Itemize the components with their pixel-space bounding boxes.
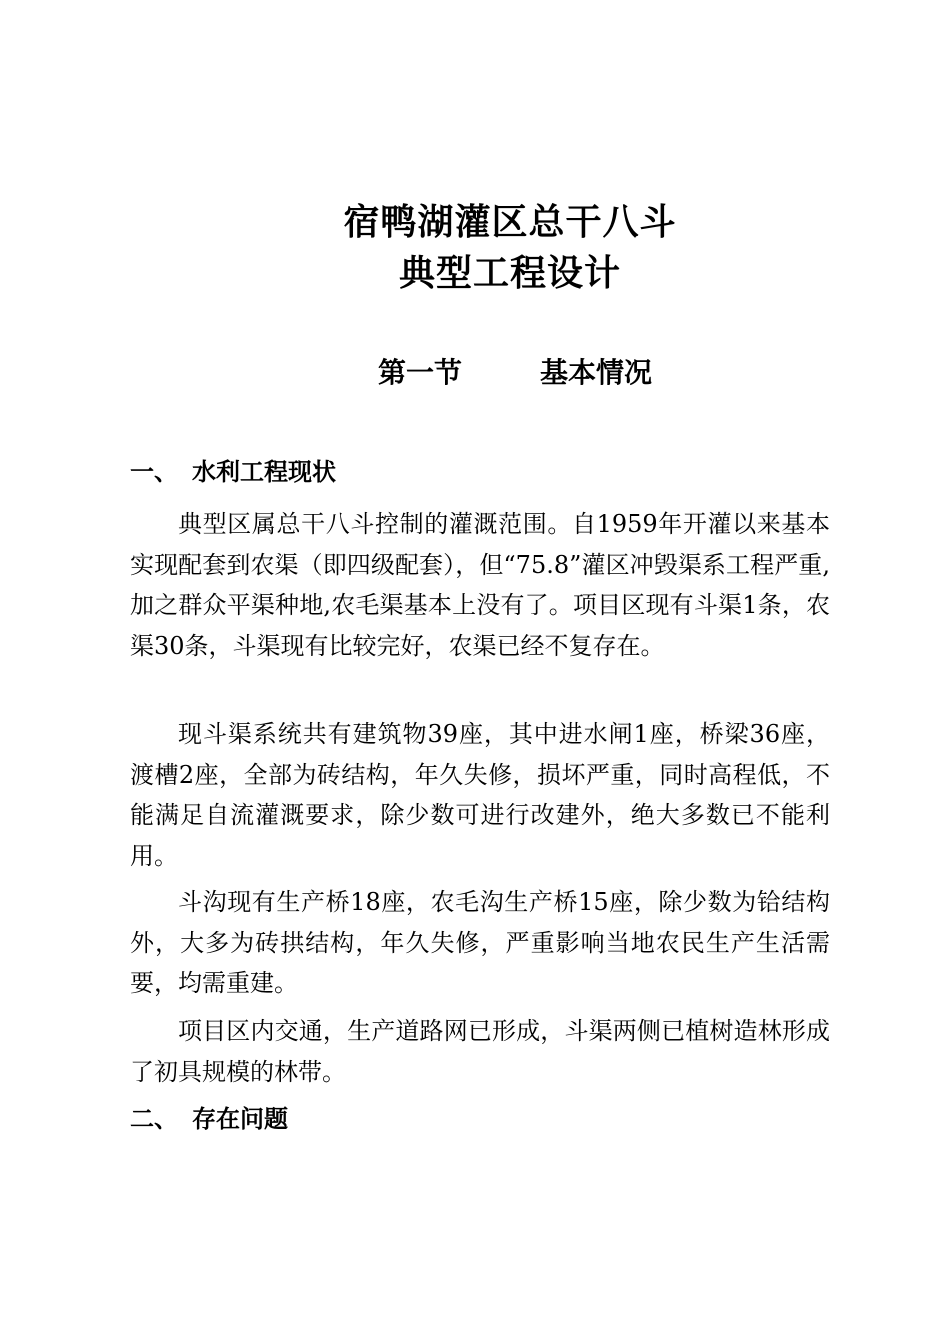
heading-current-status bbox=[130, 456, 336, 488]
section-number: 第一节 bbox=[378, 356, 463, 389]
paragraph-ditch-bridges: 斗沟现有生产桥18座，农毛沟生产桥15座，除少数为铪结构外，大多为砖拱结构，年久失修，严重影响当地农民生产生活需要，均需重建。 bbox=[130, 888, 830, 997]
heading-text: 存在问题 bbox=[192, 1105, 288, 1133]
paragraph-traffic-forest: 项目区内交通，生产道路网已形成，斗渠两侧已植树造林形成了初具规模的林带。 bbox=[130, 1017, 830, 1086]
title-line-2: 典型工程设计 bbox=[398, 253, 621, 294]
heading-number: 二、 bbox=[130, 1105, 178, 1133]
heading-number: 一、 bbox=[130, 458, 178, 486]
section-name: 基本情况 bbox=[540, 356, 653, 389]
heading-existing-problems bbox=[130, 1103, 288, 1135]
paragraph-irrigation-scope: 典型区属总干八斗控制的灌溉范围。自1959年开灌以来基本实现配套到农渠（即四级配套），但“75.8”灌区冲毁渠系工程严重,加之群众平渠种地,农毛渠基本上没有了。项目区现有斗渠1条，农渠30条，斗渠现有比较完好，农渠已经不复存在。 bbox=[130, 510, 830, 660]
paragraph-canal-structures: 现斗渠系统共有建筑物39座，其中进水闸1座，桥梁36座，渡槽2座，全部为砖结构，年久失修，损坏严重，同时高程低，不能满足自流灌溉要求，除少数可进行改建外，绝大多数已不能利用。 bbox=[130, 720, 830, 870]
title-line-1: 宿鸭湖灌区总干八斗 bbox=[343, 202, 677, 243]
heading-text: 水利工程现状 bbox=[192, 458, 336, 486]
section-title bbox=[378, 355, 652, 391]
